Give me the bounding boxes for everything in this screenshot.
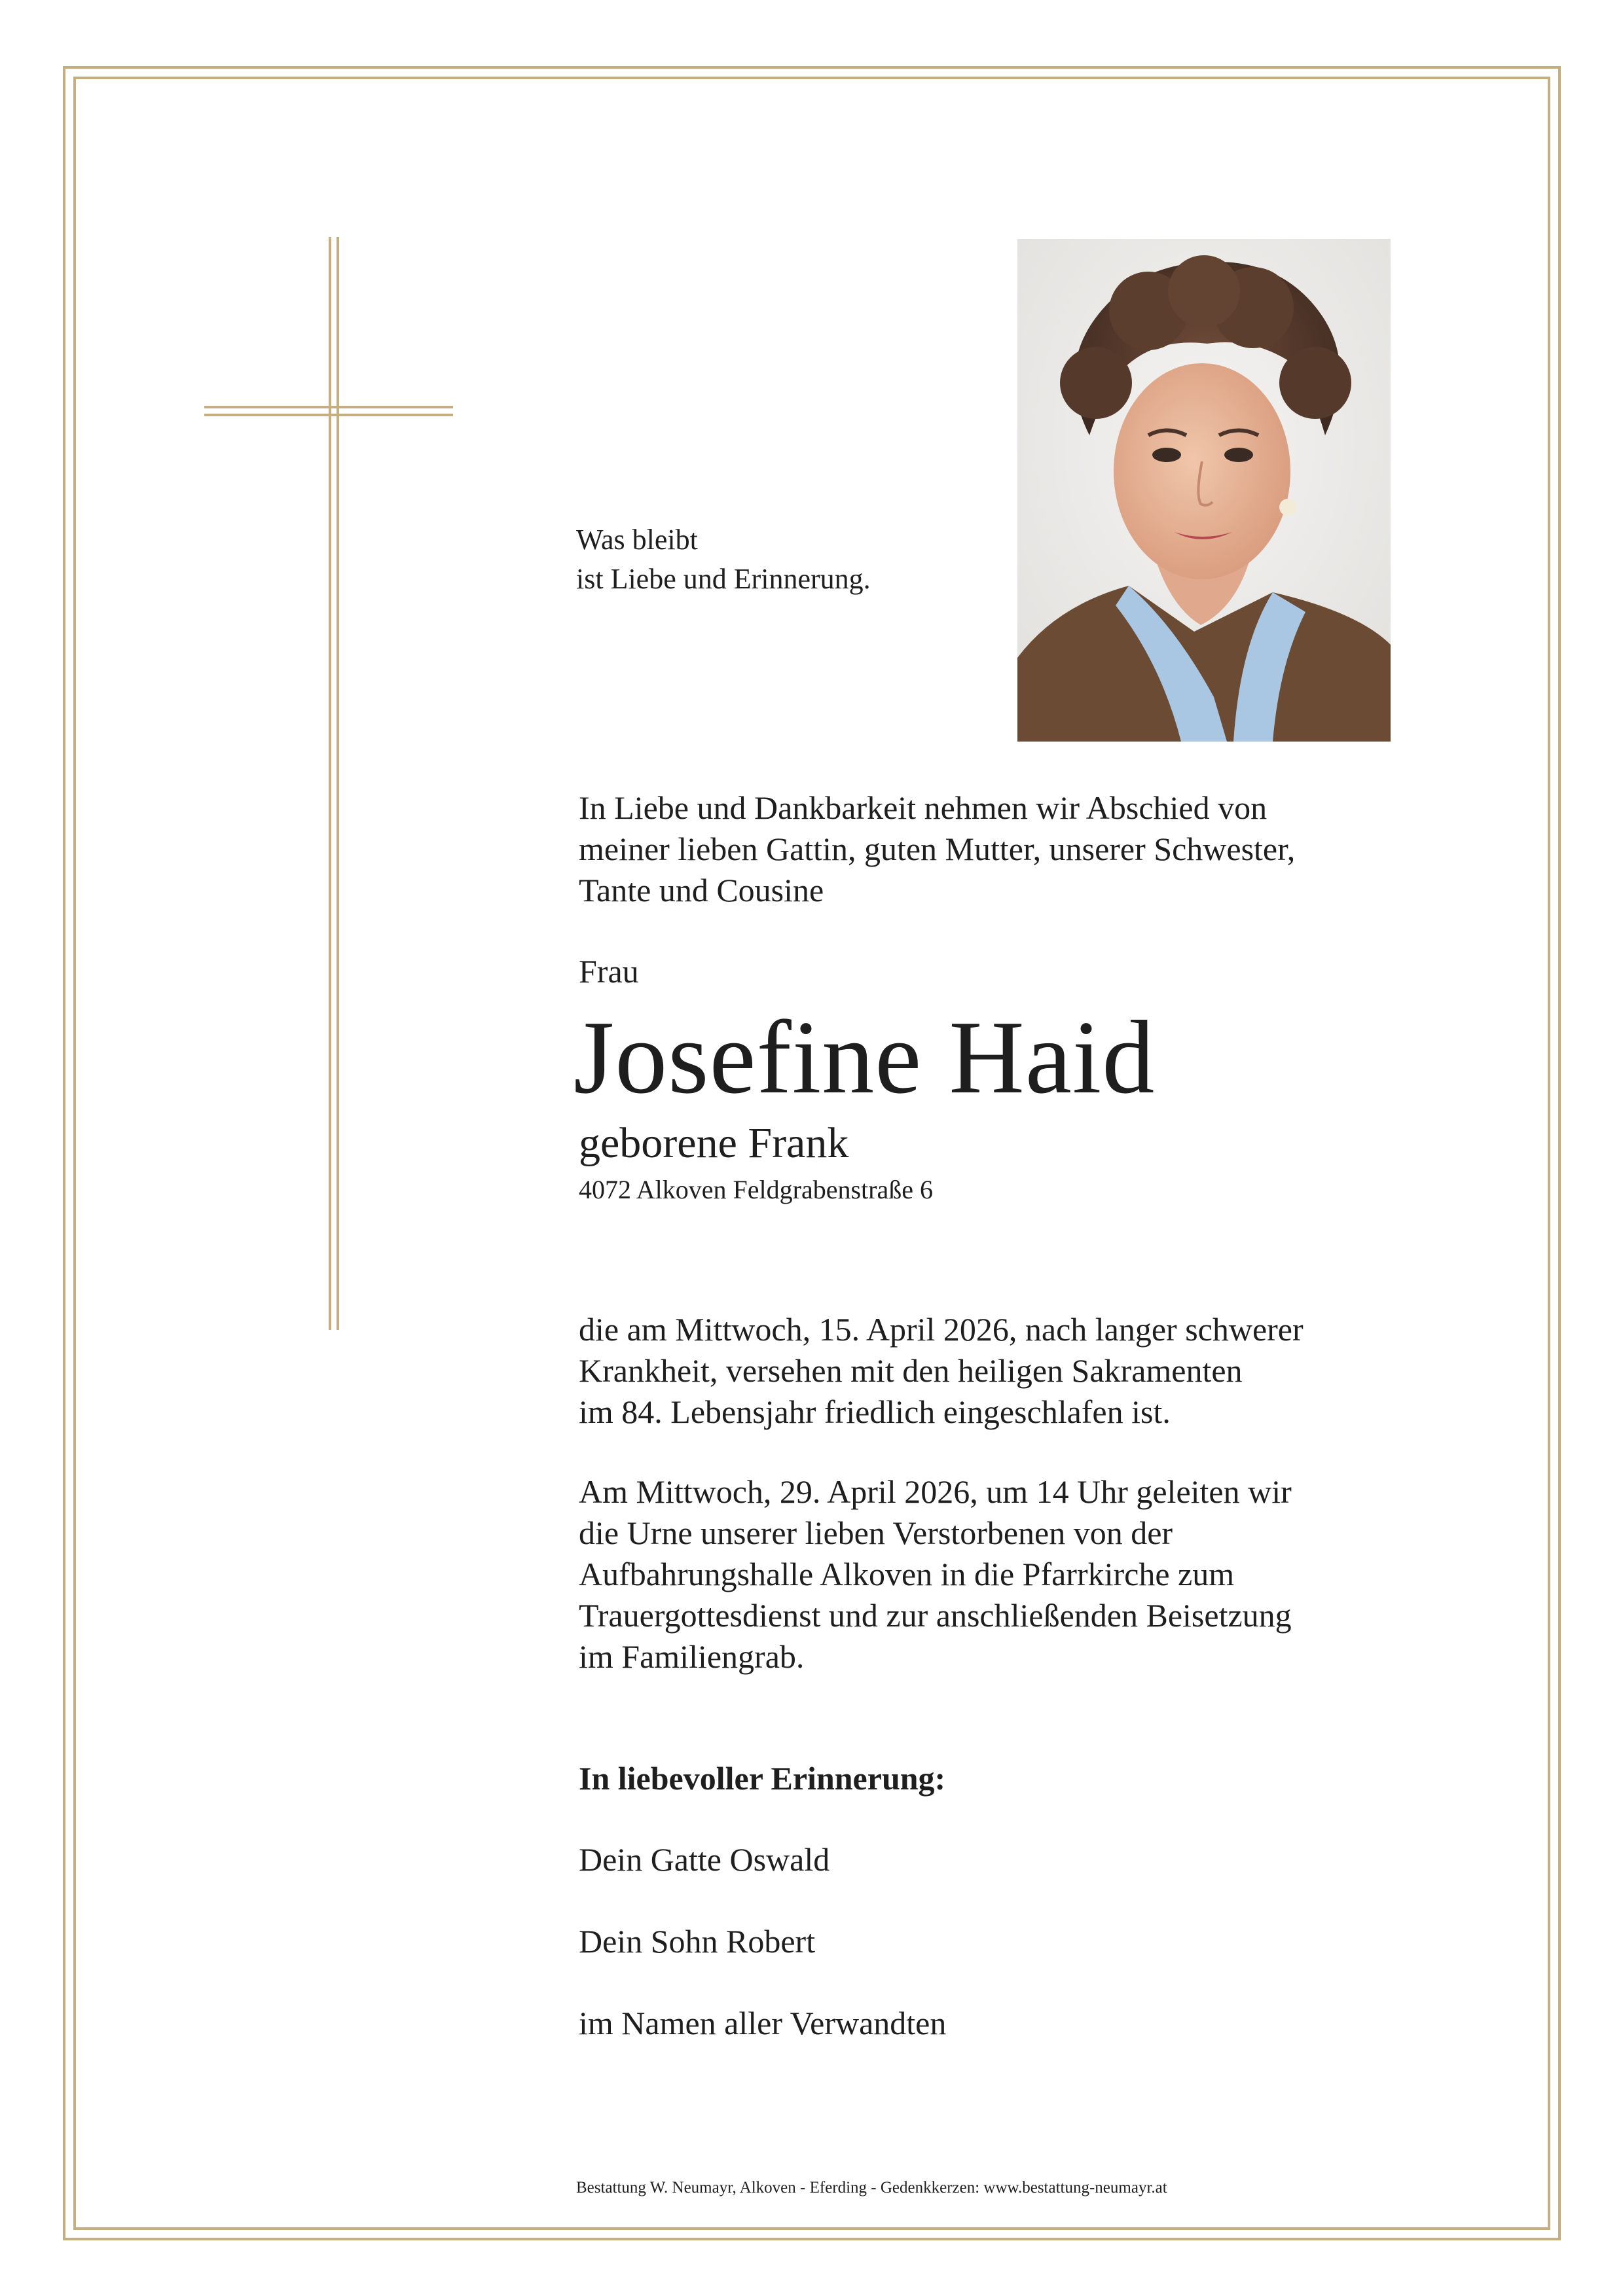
birth-name: geborene Frank bbox=[579, 1119, 849, 1167]
intro-line: In Liebe und Dankbarkeit nehmen wir Abschied von bbox=[579, 789, 1267, 826]
mourners-heading: In liebevoller Erinnerung: bbox=[579, 1760, 946, 1797]
cross-vertical-line-left bbox=[329, 237, 331, 1330]
funeral-notice-line: im Familiengrab. bbox=[579, 1638, 805, 1675]
cross-vertical-line-right bbox=[337, 237, 339, 1330]
cross-horizontal-line-bottom bbox=[204, 414, 453, 416]
mourner-entry: Dein Sohn Robert bbox=[579, 1923, 816, 1960]
death-notice bbox=[579, 1309, 1304, 1433]
funeral-notice-line: Trauergottesdienst und zur anschließenden Beisetzung bbox=[579, 1597, 1292, 1634]
funeral-notice-line: die Urne unserer lieben Verstorbenen von der bbox=[579, 1515, 1173, 1551]
mourner-entry: Dein Gatte Oswald bbox=[579, 1841, 830, 1878]
quote-line: Was bleibt bbox=[576, 524, 698, 556]
death-notice-line: die am Mittwoch, 15. April 2026, nach langer schwerer bbox=[579, 1311, 1304, 1348]
cross-horizontal-line-top bbox=[204, 406, 453, 408]
intro-text bbox=[579, 787, 1295, 911]
death-notice-line: im 84. Lebensjahr friedlich eingeschlafen ist. bbox=[579, 1393, 1171, 1430]
address: 4072 Alkoven Feldgrabenstraße 6 bbox=[579, 1175, 933, 1204]
quote-text bbox=[576, 520, 871, 599]
intro-line: meiner lieben Gattin, guten Mutter, unserer Schwester, bbox=[579, 831, 1296, 867]
mourner-entry: im Namen aller Verwandten bbox=[579, 2005, 947, 2041]
funeral-notice bbox=[579, 1471, 1292, 1677]
death-notice-line: Krankheit, versehen mit den heiligen Sakramenten bbox=[579, 1352, 1243, 1389]
portrait-photo bbox=[1017, 239, 1391, 742]
intro-line: Tante und Cousine bbox=[579, 872, 824, 908]
salutation: Frau bbox=[579, 953, 639, 990]
deceased-name: Josefine Haid bbox=[574, 999, 1156, 1115]
funeral-notice-line: Aufbahrungshalle Alkoven in die Pfarrkirche zum bbox=[579, 1556, 1235, 1592]
footer-credit: Bestattung W. Neumayr, Alkoven - Eferding - Gedenkkerzen: www.bestattung-neumayr.at bbox=[576, 2179, 1167, 2197]
funeral-notice-line: Am Mittwoch, 29. April 2026, um 14 Uhr geleiten wir bbox=[579, 1473, 1292, 1510]
quote-line: ist Liebe und Erinnerung. bbox=[576, 563, 871, 595]
